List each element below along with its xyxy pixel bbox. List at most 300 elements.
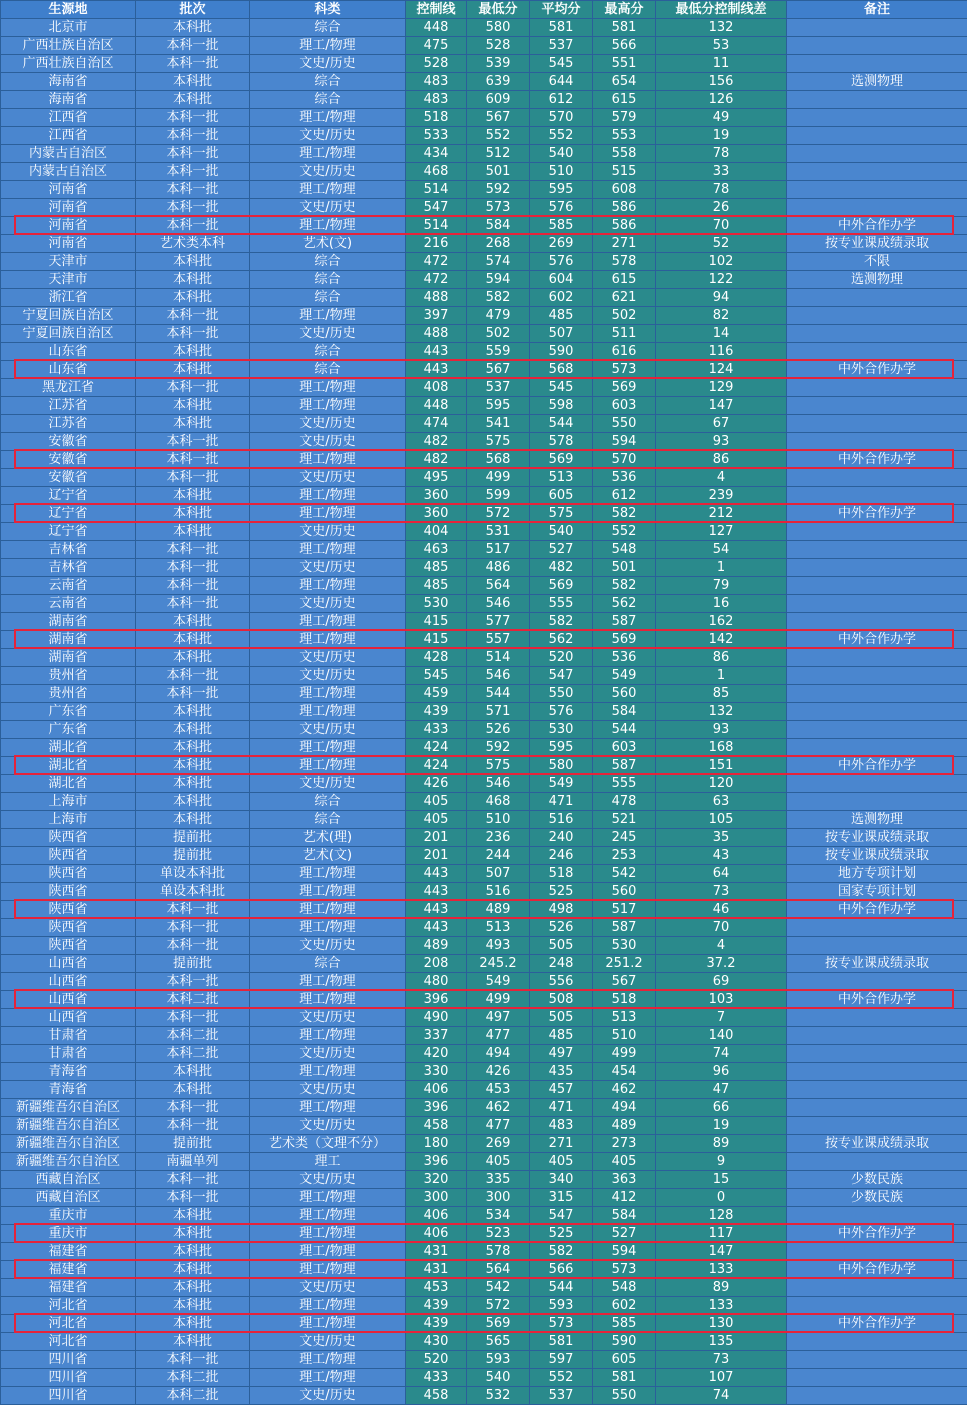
cell-control-line[interactable]: 216 bbox=[406, 235, 467, 253]
cell-province[interactable]: 陕西省 bbox=[1, 847, 136, 865]
cell-subject[interactable]: 综合 bbox=[250, 343, 406, 361]
cell-min-score[interactable]: 477 bbox=[467, 1027, 530, 1045]
cell-subject[interactable]: 理工/物理 bbox=[250, 865, 406, 883]
cell-min-score[interactable]: 462 bbox=[467, 1099, 530, 1117]
cell-min-score[interactable]: 540 bbox=[467, 1369, 530, 1387]
cell-province[interactable]: 河南省 bbox=[1, 181, 136, 199]
cell-control-line[interactable]: 424 bbox=[406, 739, 467, 757]
cell-diff[interactable]: 14 bbox=[656, 325, 787, 343]
cell-province[interactable]: 陕西省 bbox=[1, 865, 136, 883]
cell-province[interactable]: 山东省 bbox=[1, 361, 136, 379]
cell-diff[interactable]: 52 bbox=[656, 235, 787, 253]
cell-batch[interactable]: 本科一批 bbox=[136, 685, 250, 703]
cell-note[interactable] bbox=[787, 1369, 967, 1387]
cell-batch[interactable]: 本科批 bbox=[136, 1315, 250, 1333]
cell-subject[interactable]: 文史/历史 bbox=[250, 1081, 406, 1099]
cell-diff[interactable]: 103 bbox=[656, 991, 787, 1009]
cell-diff[interactable]: 35 bbox=[656, 829, 787, 847]
cell-min-score[interactable]: 592 bbox=[467, 739, 530, 757]
cell-province[interactable]: 安徽省 bbox=[1, 451, 136, 469]
cell-subject[interactable]: 综合 bbox=[250, 271, 406, 289]
cell-max-score[interactable]: 560 bbox=[593, 685, 656, 703]
cell-diff[interactable]: 64 bbox=[656, 865, 787, 883]
cell-diff[interactable]: 105 bbox=[656, 811, 787, 829]
cell-control-line[interactable]: 443 bbox=[406, 343, 467, 361]
cell-diff[interactable]: 53 bbox=[656, 37, 787, 55]
cell-control-line[interactable]: 439 bbox=[406, 703, 467, 721]
cell-subject[interactable]: 文史/历史 bbox=[250, 1387, 406, 1405]
cell-max-score[interactable]: 555 bbox=[593, 775, 656, 793]
cell-control-line[interactable]: 300 bbox=[406, 1189, 467, 1207]
cell-max-score[interactable]: 621 bbox=[593, 289, 656, 307]
cell-min-score[interactable]: 477 bbox=[467, 1117, 530, 1135]
cell-control-line[interactable]: 406 bbox=[406, 1207, 467, 1225]
cell-max-score[interactable]: 602 bbox=[593, 1297, 656, 1315]
cell-min-score[interactable]: 268 bbox=[467, 235, 530, 253]
cell-subject[interactable]: 文史/历史 bbox=[250, 1045, 406, 1063]
cell-note[interactable]: 中外合作办学 bbox=[787, 217, 967, 235]
cell-min-score[interactable]: 468 bbox=[467, 793, 530, 811]
cell-note[interactable] bbox=[787, 1153, 967, 1171]
cell-control-line[interactable]: 475 bbox=[406, 37, 467, 55]
cell-max-score[interactable]: 590 bbox=[593, 1333, 656, 1351]
cell-control-line[interactable]: 431 bbox=[406, 1261, 467, 1279]
cell-province[interactable]: 新疆维吾尔自治区 bbox=[1, 1099, 136, 1117]
header-subject[interactable]: 科类 bbox=[250, 1, 406, 19]
cell-note[interactable] bbox=[787, 541, 967, 559]
cell-province[interactable]: 福建省 bbox=[1, 1279, 136, 1297]
cell-subject[interactable]: 理工/物理 bbox=[250, 181, 406, 199]
cell-note[interactable] bbox=[787, 109, 967, 127]
cell-subject[interactable]: 理工/物理 bbox=[250, 757, 406, 775]
cell-diff[interactable]: 85 bbox=[656, 685, 787, 703]
cell-note[interactable] bbox=[787, 433, 967, 451]
cell-province[interactable]: 内蒙古自治区 bbox=[1, 163, 136, 181]
cell-min-score[interactable]: 557 bbox=[467, 631, 530, 649]
cell-max-score[interactable]: 570 bbox=[593, 451, 656, 469]
cell-diff[interactable]: 4 bbox=[656, 937, 787, 955]
cell-note[interactable] bbox=[787, 1117, 967, 1135]
cell-batch[interactable]: 本科批 bbox=[136, 703, 250, 721]
cell-batch[interactable]: 本科一批 bbox=[136, 199, 250, 217]
cell-avg-score[interactable]: 544 bbox=[530, 1279, 593, 1297]
cell-subject[interactable]: 文史/历史 bbox=[250, 595, 406, 613]
cell-subject[interactable]: 理工/物理 bbox=[250, 685, 406, 703]
cell-province[interactable]: 四川省 bbox=[1, 1387, 136, 1405]
cell-min-score[interactable]: 510 bbox=[467, 811, 530, 829]
cell-control-line[interactable]: 545 bbox=[406, 667, 467, 685]
cell-min-score[interactable]: 564 bbox=[467, 1261, 530, 1279]
cell-max-score[interactable]: 594 bbox=[593, 433, 656, 451]
cell-batch[interactable]: 本科批 bbox=[136, 721, 250, 739]
cell-diff[interactable]: 73 bbox=[656, 883, 787, 901]
cell-control-line[interactable]: 514 bbox=[406, 181, 467, 199]
cell-avg-score[interactable]: 581 bbox=[530, 1333, 593, 1351]
cell-max-score[interactable]: 603 bbox=[593, 397, 656, 415]
cell-avg-score[interactable]: 576 bbox=[530, 199, 593, 217]
cell-note[interactable]: 少数民族 bbox=[787, 1189, 967, 1207]
cell-batch[interactable]: 本科批 bbox=[136, 1261, 250, 1279]
cell-max-score[interactable]: 573 bbox=[593, 1261, 656, 1279]
cell-avg-score[interactable]: 605 bbox=[530, 487, 593, 505]
cell-province[interactable]: 甘肃省 bbox=[1, 1027, 136, 1045]
cell-avg-score[interactable]: 246 bbox=[530, 847, 593, 865]
cell-batch[interactable]: 本科批 bbox=[136, 631, 250, 649]
cell-note[interactable] bbox=[787, 1207, 967, 1225]
cell-province[interactable]: 新疆维吾尔自治区 bbox=[1, 1153, 136, 1171]
cell-min-score[interactable]: 405 bbox=[467, 1153, 530, 1171]
cell-note[interactable]: 选测物理 bbox=[787, 811, 967, 829]
cell-control-line[interactable]: 415 bbox=[406, 631, 467, 649]
cell-batch[interactable]: 南疆单列 bbox=[136, 1153, 250, 1171]
cell-batch[interactable]: 本科批 bbox=[136, 397, 250, 415]
cell-diff[interactable]: 147 bbox=[656, 397, 787, 415]
cell-max-score[interactable]: 553 bbox=[593, 127, 656, 145]
cell-province[interactable]: 云南省 bbox=[1, 577, 136, 595]
cell-min-score[interactable]: 489 bbox=[467, 901, 530, 919]
cell-diff[interactable]: 82 bbox=[656, 307, 787, 325]
cell-diff[interactable]: 124 bbox=[656, 361, 787, 379]
cell-avg-score[interactable]: 240 bbox=[530, 829, 593, 847]
cell-province[interactable]: 江西省 bbox=[1, 109, 136, 127]
cell-batch[interactable]: 本科一批 bbox=[136, 325, 250, 343]
cell-avg-score[interactable]: 525 bbox=[530, 1225, 593, 1243]
cell-batch[interactable]: 本科一批 bbox=[136, 451, 250, 469]
cell-min-score[interactable]: 567 bbox=[467, 361, 530, 379]
cell-diff[interactable]: 78 bbox=[656, 145, 787, 163]
cell-control-line[interactable]: 448 bbox=[406, 397, 467, 415]
cell-min-score[interactable]: 532 bbox=[467, 1387, 530, 1405]
cell-diff[interactable]: 78 bbox=[656, 181, 787, 199]
cell-avg-score[interactable]: 595 bbox=[530, 181, 593, 199]
cell-max-score[interactable]: 551 bbox=[593, 55, 656, 73]
cell-batch[interactable]: 本科批 bbox=[136, 19, 250, 37]
cell-diff[interactable]: 156 bbox=[656, 73, 787, 91]
header-province[interactable]: 生源地 bbox=[1, 1, 136, 19]
cell-diff[interactable]: 19 bbox=[656, 127, 787, 145]
cell-note[interactable] bbox=[787, 1279, 967, 1297]
cell-diff[interactable]: 142 bbox=[656, 631, 787, 649]
cell-batch[interactable]: 本科批 bbox=[136, 1297, 250, 1315]
cell-avg-score[interactable]: 435 bbox=[530, 1063, 593, 1081]
cell-diff[interactable]: 33 bbox=[656, 163, 787, 181]
cell-max-score[interactable]: 536 bbox=[593, 649, 656, 667]
cell-batch[interactable]: 本科批 bbox=[136, 523, 250, 541]
cell-min-score[interactable]: 592 bbox=[467, 181, 530, 199]
cell-diff[interactable]: 74 bbox=[656, 1045, 787, 1063]
cell-subject[interactable]: 综合 bbox=[250, 361, 406, 379]
cell-province[interactable]: 四川省 bbox=[1, 1351, 136, 1369]
cell-subject[interactable]: 文史/历史 bbox=[250, 433, 406, 451]
cell-max-score[interactable]: 548 bbox=[593, 541, 656, 559]
cell-diff[interactable]: 37.2 bbox=[656, 955, 787, 973]
cell-diff[interactable]: 15 bbox=[656, 1171, 787, 1189]
cell-control-line[interactable]: 443 bbox=[406, 883, 467, 901]
cell-min-score[interactable]: 479 bbox=[467, 307, 530, 325]
cell-batch[interactable]: 单设本科批 bbox=[136, 883, 250, 901]
cell-control-line[interactable]: 472 bbox=[406, 271, 467, 289]
cell-avg-score[interactable]: 595 bbox=[530, 739, 593, 757]
cell-subject[interactable]: 综合 bbox=[250, 91, 406, 109]
cell-subject[interactable]: 理工/物理 bbox=[250, 1207, 406, 1225]
cell-subject[interactable]: 理工/物理 bbox=[250, 1351, 406, 1369]
cell-diff[interactable]: 0 bbox=[656, 1189, 787, 1207]
cell-control-line[interactable]: 489 bbox=[406, 937, 467, 955]
cell-diff[interactable]: 128 bbox=[656, 1207, 787, 1225]
cell-province[interactable]: 新疆维吾尔自治区 bbox=[1, 1135, 136, 1153]
cell-min-score[interactable]: 552 bbox=[467, 127, 530, 145]
cell-province[interactable]: 陕西省 bbox=[1, 919, 136, 937]
cell-max-score[interactable]: 550 bbox=[593, 415, 656, 433]
cell-control-line[interactable]: 474 bbox=[406, 415, 467, 433]
cell-diff[interactable]: 46 bbox=[656, 901, 787, 919]
cell-diff[interactable]: 86 bbox=[656, 451, 787, 469]
cell-subject[interactable]: 文史/历史 bbox=[250, 1279, 406, 1297]
cell-province[interactable]: 陕西省 bbox=[1, 883, 136, 901]
cell-diff[interactable]: 107 bbox=[656, 1369, 787, 1387]
cell-control-line[interactable]: 405 bbox=[406, 811, 467, 829]
cell-diff[interactable]: 16 bbox=[656, 595, 787, 613]
cell-diff[interactable]: 74 bbox=[656, 1387, 787, 1405]
cell-max-score[interactable]: 579 bbox=[593, 109, 656, 127]
cell-max-score[interactable]: 615 bbox=[593, 91, 656, 109]
cell-max-score[interactable]: 552 bbox=[593, 523, 656, 541]
cell-avg-score[interactable]: 505 bbox=[530, 1009, 593, 1027]
cell-control-line[interactable]: 485 bbox=[406, 559, 467, 577]
cell-avg-score[interactable]: 471 bbox=[530, 793, 593, 811]
cell-min-score[interactable]: 453 bbox=[467, 1081, 530, 1099]
cell-control-line[interactable]: 397 bbox=[406, 307, 467, 325]
cell-min-score[interactable]: 236 bbox=[467, 829, 530, 847]
cell-avg-score[interactable]: 552 bbox=[530, 1369, 593, 1387]
cell-max-score[interactable]: 478 bbox=[593, 793, 656, 811]
cell-min-score[interactable]: 269 bbox=[467, 1135, 530, 1153]
cell-max-score[interactable]: 517 bbox=[593, 901, 656, 919]
cell-province[interactable]: 海南省 bbox=[1, 73, 136, 91]
header-batch[interactable]: 批次 bbox=[136, 1, 250, 19]
cell-diff[interactable]: 130 bbox=[656, 1315, 787, 1333]
cell-note[interactable]: 不限 bbox=[787, 253, 967, 271]
cell-province[interactable]: 北京市 bbox=[1, 19, 136, 37]
cell-subject[interactable]: 文史/历史 bbox=[250, 667, 406, 685]
cell-avg-score[interactable]: 573 bbox=[530, 1315, 593, 1333]
cell-diff[interactable]: 147 bbox=[656, 1243, 787, 1261]
cell-min-score[interactable]: 572 bbox=[467, 1297, 530, 1315]
cell-control-line[interactable]: 472 bbox=[406, 253, 467, 271]
header-avg-score[interactable]: 平均分 bbox=[530, 1, 593, 19]
cell-note[interactable] bbox=[787, 289, 967, 307]
cell-batch[interactable]: 本科批 bbox=[136, 253, 250, 271]
cell-min-score[interactable]: 517 bbox=[467, 541, 530, 559]
cell-avg-score[interactable]: 457 bbox=[530, 1081, 593, 1099]
cell-diff[interactable]: 79 bbox=[656, 577, 787, 595]
cell-min-score[interactable]: 580 bbox=[467, 19, 530, 37]
cell-note[interactable]: 按专业课成绩录取 bbox=[787, 235, 967, 253]
cell-subject[interactable]: 理工/物理 bbox=[250, 1099, 406, 1117]
cell-avg-score[interactable]: 604 bbox=[530, 271, 593, 289]
cell-batch[interactable]: 本科一批 bbox=[136, 109, 250, 127]
cell-province[interactable]: 西藏自治区 bbox=[1, 1189, 136, 1207]
cell-province[interactable]: 广西壮族自治区 bbox=[1, 37, 136, 55]
cell-avg-score[interactable]: 537 bbox=[530, 1387, 593, 1405]
cell-note[interactable] bbox=[787, 793, 967, 811]
cell-note[interactable] bbox=[787, 55, 967, 73]
cell-avg-score[interactable]: 556 bbox=[530, 973, 593, 991]
cell-note[interactable] bbox=[787, 19, 967, 37]
cell-min-score[interactable]: 539 bbox=[467, 55, 530, 73]
cell-control-line[interactable]: 406 bbox=[406, 1225, 467, 1243]
cell-province[interactable]: 山西省 bbox=[1, 991, 136, 1009]
cell-control-line[interactable]: 424 bbox=[406, 757, 467, 775]
cell-province[interactable]: 河北省 bbox=[1, 1297, 136, 1315]
cell-min-score[interactable]: 582 bbox=[467, 289, 530, 307]
cell-min-score[interactable]: 572 bbox=[467, 505, 530, 523]
cell-note[interactable] bbox=[787, 415, 967, 433]
cell-diff[interactable]: 86 bbox=[656, 649, 787, 667]
cell-diff[interactable]: 117 bbox=[656, 1225, 787, 1243]
cell-diff[interactable]: 133 bbox=[656, 1261, 787, 1279]
cell-note[interactable] bbox=[787, 487, 967, 505]
cell-max-score[interactable]: 585 bbox=[593, 1315, 656, 1333]
cell-avg-score[interactable]: 507 bbox=[530, 325, 593, 343]
cell-subject[interactable]: 理工 bbox=[250, 1153, 406, 1171]
cell-min-score[interactable]: 571 bbox=[467, 703, 530, 721]
cell-control-line[interactable]: 208 bbox=[406, 955, 467, 973]
cell-avg-score[interactable]: 562 bbox=[530, 631, 593, 649]
cell-province[interactable]: 青海省 bbox=[1, 1081, 136, 1099]
cell-control-line[interactable]: 180 bbox=[406, 1135, 467, 1153]
cell-max-score[interactable]: 584 bbox=[593, 1207, 656, 1225]
cell-note[interactable] bbox=[787, 1351, 967, 1369]
cell-min-score[interactable]: 541 bbox=[467, 415, 530, 433]
cell-avg-score[interactable]: 269 bbox=[530, 235, 593, 253]
cell-max-score[interactable]: 581 bbox=[593, 19, 656, 37]
cell-subject[interactable]: 理工/物理 bbox=[250, 1225, 406, 1243]
cell-max-score[interactable]: 654 bbox=[593, 73, 656, 91]
cell-batch[interactable]: 本科一批 bbox=[136, 1351, 250, 1369]
cell-province[interactable]: 河南省 bbox=[1, 199, 136, 217]
cell-province[interactable]: 辽宁省 bbox=[1, 487, 136, 505]
cell-subject[interactable]: 文史/历史 bbox=[250, 469, 406, 487]
cell-note[interactable] bbox=[787, 1297, 967, 1315]
cell-min-score[interactable]: 593 bbox=[467, 1351, 530, 1369]
cell-batch[interactable]: 本科二批 bbox=[136, 1045, 250, 1063]
cell-subject[interactable]: 理工/物理 bbox=[250, 901, 406, 919]
cell-note[interactable]: 中外合作办学 bbox=[787, 757, 967, 775]
cell-max-score[interactable]: 510 bbox=[593, 1027, 656, 1045]
cell-batch[interactable]: 提前批 bbox=[136, 829, 250, 847]
cell-max-score[interactable]: 489 bbox=[593, 1117, 656, 1135]
cell-avg-score[interactable]: 518 bbox=[530, 865, 593, 883]
cell-max-score[interactable]: 454 bbox=[593, 1063, 656, 1081]
cell-diff[interactable]: 4 bbox=[656, 469, 787, 487]
cell-avg-score[interactable]: 485 bbox=[530, 307, 593, 325]
cell-max-score[interactable]: 587 bbox=[593, 919, 656, 937]
cell-province[interactable]: 贵州省 bbox=[1, 685, 136, 703]
cell-control-line[interactable]: 458 bbox=[406, 1387, 467, 1405]
cell-subject[interactable]: 理工/物理 bbox=[250, 631, 406, 649]
cell-diff[interactable]: 69 bbox=[656, 973, 787, 991]
cell-batch[interactable]: 本科二批 bbox=[136, 1027, 250, 1045]
cell-batch[interactable]: 本科批 bbox=[136, 1279, 250, 1297]
cell-province[interactable]: 甘肃省 bbox=[1, 1045, 136, 1063]
cell-max-score[interactable]: 536 bbox=[593, 469, 656, 487]
cell-max-score[interactable]: 612 bbox=[593, 487, 656, 505]
cell-province[interactable]: 陕西省 bbox=[1, 901, 136, 919]
cell-batch[interactable]: 本科一批 bbox=[136, 1009, 250, 1027]
cell-diff[interactable]: 212 bbox=[656, 505, 787, 523]
cell-province[interactable]: 黑龙江省 bbox=[1, 379, 136, 397]
cell-min-score[interactable]: 493 bbox=[467, 937, 530, 955]
cell-max-score[interactable]: 549 bbox=[593, 667, 656, 685]
cell-batch[interactable]: 本科批 bbox=[136, 613, 250, 631]
cell-province[interactable]: 浙江省 bbox=[1, 289, 136, 307]
cell-max-score[interactable]: 499 bbox=[593, 1045, 656, 1063]
cell-note[interactable] bbox=[787, 667, 967, 685]
cell-avg-score[interactable]: 580 bbox=[530, 757, 593, 775]
cell-control-line[interactable]: 488 bbox=[406, 289, 467, 307]
cell-min-score[interactable]: 512 bbox=[467, 145, 530, 163]
cell-min-score[interactable]: 639 bbox=[467, 73, 530, 91]
cell-province[interactable]: 湖北省 bbox=[1, 775, 136, 793]
cell-max-score[interactable]: 566 bbox=[593, 37, 656, 55]
cell-avg-score[interactable]: 482 bbox=[530, 559, 593, 577]
cell-min-score[interactable]: 573 bbox=[467, 199, 530, 217]
cell-min-score[interactable]: 245.2 bbox=[467, 955, 530, 973]
cell-province[interactable]: 湖南省 bbox=[1, 631, 136, 649]
cell-diff[interactable]: 140 bbox=[656, 1027, 787, 1045]
cell-control-line[interactable]: 518 bbox=[406, 109, 467, 127]
cell-province[interactable]: 天津市 bbox=[1, 253, 136, 271]
cell-subject[interactable]: 综合 bbox=[250, 955, 406, 973]
cell-note[interactable] bbox=[787, 577, 967, 595]
cell-subject[interactable]: 理工/物理 bbox=[250, 1297, 406, 1315]
cell-province[interactable]: 宁夏回族自治区 bbox=[1, 325, 136, 343]
cell-province[interactable]: 辽宁省 bbox=[1, 505, 136, 523]
cell-diff[interactable]: 73 bbox=[656, 1351, 787, 1369]
cell-note[interactable]: 按专业课成绩录取 bbox=[787, 847, 967, 865]
cell-note[interactable]: 中外合作办学 bbox=[787, 505, 967, 523]
cell-avg-score[interactable]: 597 bbox=[530, 1351, 593, 1369]
cell-control-line[interactable]: 530 bbox=[406, 595, 467, 613]
cell-subject[interactable]: 理工/物理 bbox=[250, 919, 406, 937]
cell-subject[interactable]: 艺术(文) bbox=[250, 847, 406, 865]
cell-control-line[interactable]: 408 bbox=[406, 379, 467, 397]
cell-max-score[interactable]: 548 bbox=[593, 1279, 656, 1297]
cell-avg-score[interactable]: 550 bbox=[530, 685, 593, 703]
cell-avg-score[interactable]: 497 bbox=[530, 1045, 593, 1063]
cell-note[interactable] bbox=[787, 469, 967, 487]
cell-diff[interactable]: 7 bbox=[656, 1009, 787, 1027]
cell-avg-score[interactable]: 547 bbox=[530, 667, 593, 685]
cell-note[interactable]: 中外合作办学 bbox=[787, 1261, 967, 1279]
cell-avg-score[interactable]: 566 bbox=[530, 1261, 593, 1279]
cell-batch[interactable]: 本科一批 bbox=[136, 127, 250, 145]
cell-batch[interactable]: 本科一批 bbox=[136, 541, 250, 559]
cell-avg-score[interactable]: 569 bbox=[530, 577, 593, 595]
cell-subject[interactable]: 艺术类（文理不分） bbox=[250, 1135, 406, 1153]
cell-max-score[interactable]: 527 bbox=[593, 1225, 656, 1243]
cell-note[interactable] bbox=[787, 559, 967, 577]
cell-subject[interactable]: 理工/物理 bbox=[250, 487, 406, 505]
cell-subject[interactable]: 理工/物理 bbox=[250, 109, 406, 127]
cell-subject[interactable]: 理工/物理 bbox=[250, 739, 406, 757]
cell-note[interactable] bbox=[787, 1009, 967, 1027]
cell-batch[interactable]: 本科一批 bbox=[136, 217, 250, 235]
cell-batch[interactable]: 本科一批 bbox=[136, 595, 250, 613]
cell-province[interactable]: 河北省 bbox=[1, 1315, 136, 1333]
cell-batch[interactable]: 本科一批 bbox=[136, 379, 250, 397]
